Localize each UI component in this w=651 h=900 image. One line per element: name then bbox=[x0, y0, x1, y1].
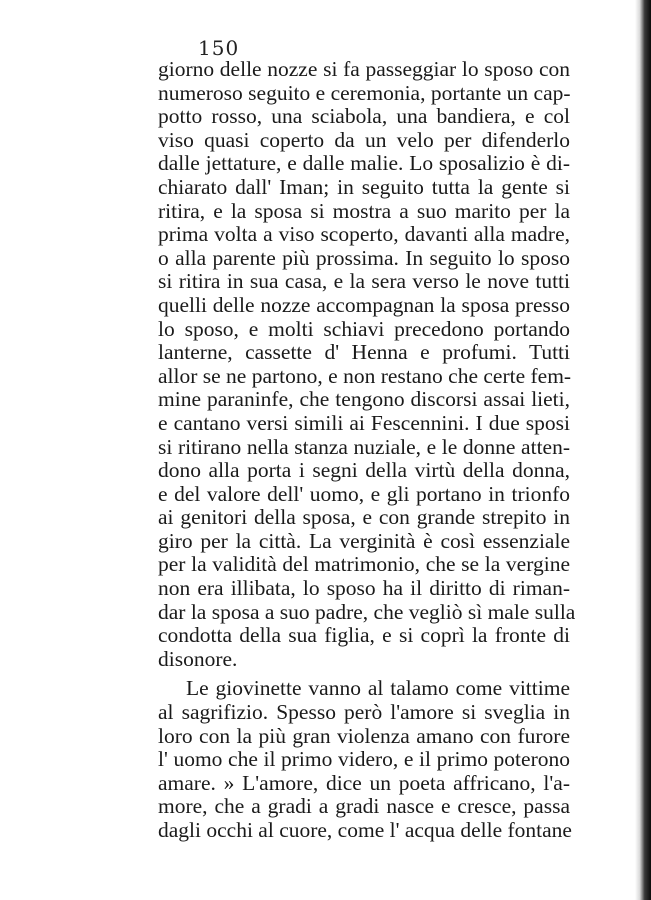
paragraph-2 bbox=[158, 677, 570, 842]
text-line: dagli occhi al cuore, come l' acqua delle fontane bbox=[158, 818, 572, 842]
page-number: 150 bbox=[198, 36, 240, 60]
text-line: giorno delle nozze si fa passeggiar lo sposo con bbox=[158, 57, 570, 81]
text-line: quelli delle nozze accompagnan la sposa presso bbox=[158, 292, 570, 317]
text-line: more, che a gradi a gradi nasce e cresce, passa bbox=[158, 794, 570, 819]
text-line: Le giovinette vanno al talamo come vittime bbox=[186, 676, 570, 701]
text-line: o alla parente più prossima. In seguito lo sposo bbox=[158, 245, 570, 270]
paragraph-1 bbox=[158, 57, 576, 671]
text-line: condotta della sua figlia, e si coprì la fronte di bbox=[158, 623, 570, 648]
body-text bbox=[158, 57, 576, 843]
text-line: non era illibata, lo sposo ha il diritto di riman- bbox=[158, 576, 570, 601]
text-line: l' uomo che il primo videro, e il primo poterono bbox=[158, 747, 570, 772]
text-line: dono alla porta i segni della virtù della donna, bbox=[158, 458, 570, 483]
text-line: per la validità del matrimonio, che se la vergine bbox=[158, 552, 570, 577]
text-line: dalle jettature, e dalle malie. Lo sposalizio è di- bbox=[158, 151, 570, 176]
text-line: mine paraninfe, che tengono discorsi assai lieti, bbox=[158, 387, 570, 412]
text-line: ai genitori della sposa, e con grande strepito in bbox=[158, 505, 570, 530]
text-line: al sagrifizio. Spesso però l'amore si sveglia in bbox=[158, 700, 570, 725]
text-line: si ritirano nella stanza nuziale, e le donne atten- bbox=[158, 434, 570, 459]
text-line: viso quasi coperto da un velo per difenderlo bbox=[158, 127, 570, 152]
text-line: prima volta a viso scoperto, davanti alla madre, bbox=[158, 222, 570, 247]
text-line: disonore. bbox=[158, 646, 238, 671]
text-line: dar la sposa a suo padre, che vegliò sì male sulla bbox=[158, 599, 576, 624]
text-line: e cantano versi simili ai Fescennini. I due sposi bbox=[158, 410, 570, 435]
text-line: chiarato dall' Iman; in seguito tutta la gente si bbox=[158, 174, 570, 199]
text-line: loro con la più gran violenza amano con furore bbox=[158, 723, 570, 748]
text-line: lanterne, cassette d' Henna e profumi. Tutti bbox=[158, 340, 570, 365]
text-line: ritira, e la sposa si mostra a suo marito per la bbox=[158, 198, 570, 223]
text-line: amare. » L'amore, dice un poeta affricano, l'a- bbox=[158, 770, 570, 795]
text-line: potto rosso, una sciabola, una bandiera, e col bbox=[158, 104, 570, 129]
text-line: allor se ne partono, e non restano che certe fem- bbox=[158, 363, 572, 388]
text-line: si ritira in sua casa, e la sera verso le nove tutti bbox=[158, 269, 570, 294]
page-gutter-shadow bbox=[635, 0, 651, 900]
text-line: giro per la città. La verginità è così essenziale bbox=[158, 528, 570, 553]
text-line: e del valore dell' uomo, e gli portano in trionfo bbox=[158, 481, 570, 506]
text-line: numeroso seguito e ceremonia, portante un cap- bbox=[158, 80, 571, 105]
text-line: lo sposo, e molti schiavi precedono portando bbox=[158, 316, 570, 341]
